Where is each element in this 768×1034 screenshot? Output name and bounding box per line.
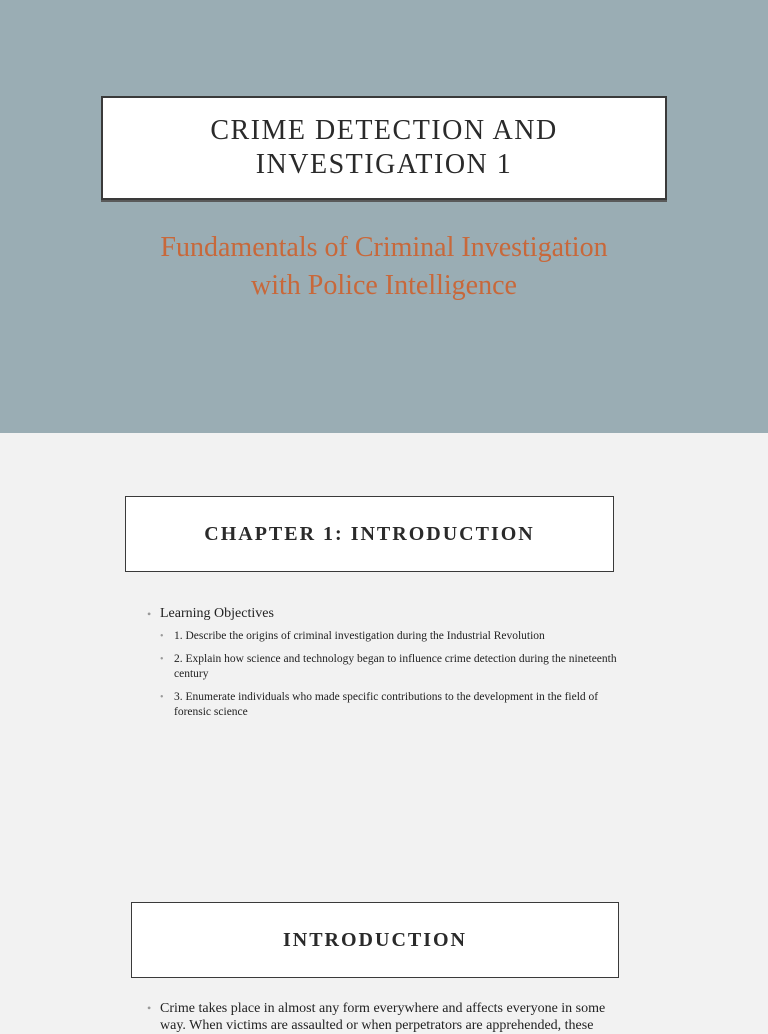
intro-list: [147, 1000, 627, 1033]
slide-subtitle: Fundamentals of Criminal Investigation with Police Intelligence: [160, 232, 608, 301]
objectives-sublist: [160, 629, 617, 720]
intro-heading-box: [131, 902, 619, 978]
chapter-heading: CHAPTER 1: INTRODUCTION: [204, 522, 535, 545]
chapter-slide: [0, 433, 768, 1033]
title-slide: [0, 0, 768, 433]
intro-heading: INTRODUCTION: [282, 928, 468, 951]
intro-text: • Crime takes place in almost any form everywhere and affects everyone in some way. When victims are assaulted or when perpetrators are apprehended, these: [147, 1000, 627, 1034]
objective-item-3: • 3. Enumerate individuals who made specific contributions to the development in the field of forensic science: [160, 690, 617, 720]
objectives-label: Learning Objectives: [160, 606, 274, 621]
objectives-item: [147, 605, 617, 720]
objective-item-1: • 1. Describe the origins of criminal investigation during the Industrial Revolution: [160, 629, 617, 644]
objective-item-2: • 2. Explain how science and technology began to influence crime detection during the nineteenth century: [160, 652, 617, 682]
chapter-heading-box: [125, 496, 614, 572]
slide-title: CRIME DETECTION AND INVESTIGATION 1: [210, 115, 558, 180]
title-box: [101, 96, 667, 200]
objectives-list: [147, 605, 617, 728]
